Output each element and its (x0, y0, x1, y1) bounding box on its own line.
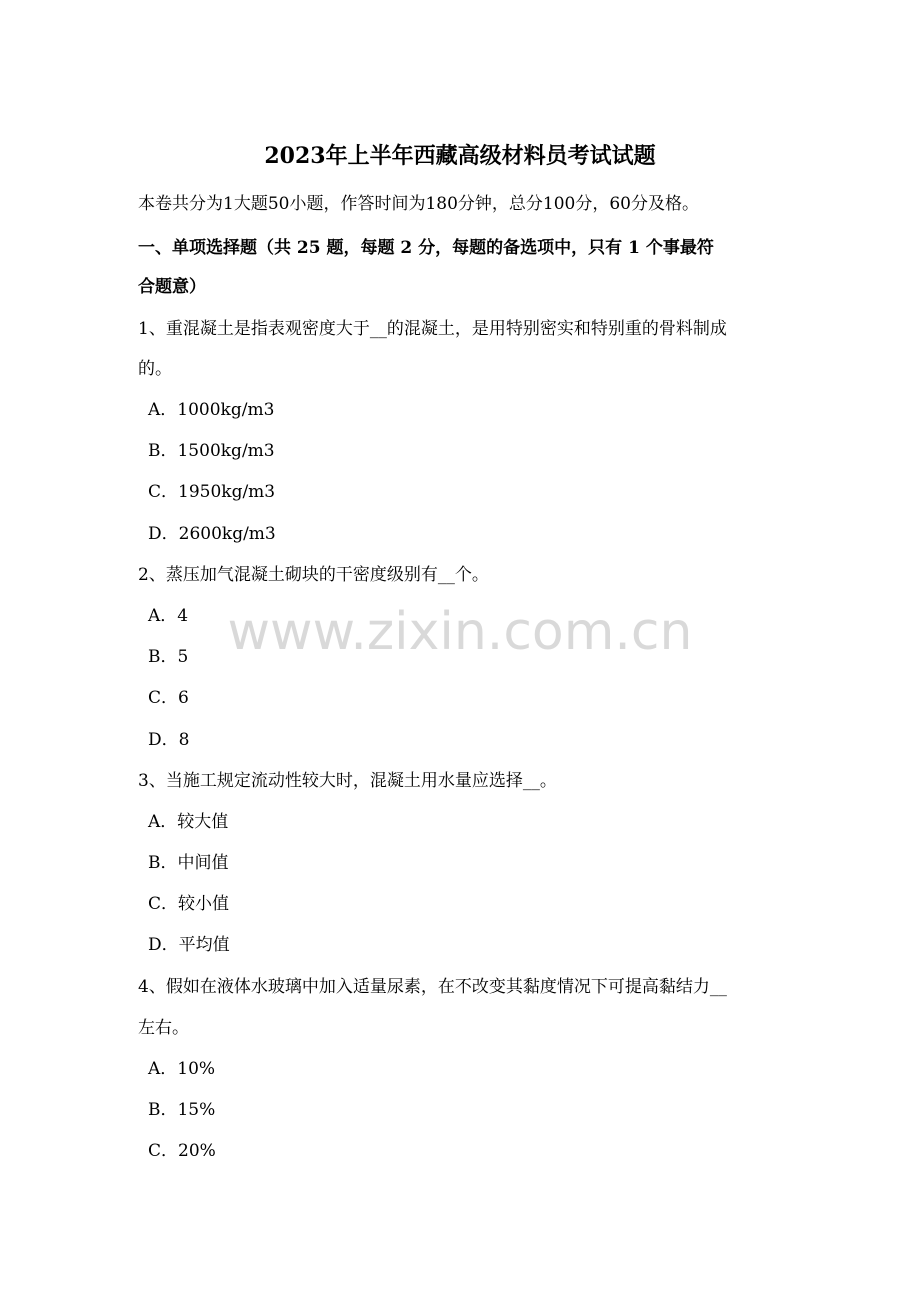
question-1-text: 1、重混凝土是指表观密度大于__的混凝土，是用特别密实和特别重的骨料制成 (138, 319, 727, 339)
question-2-option-a: A．4 (148, 606, 189, 626)
question-1-option-c: C．1950kg/m3 (148, 482, 276, 502)
question-1-option-d: D．2600kg/m3 (148, 524, 276, 544)
question-1-option-a: A．1000kg/m3 (148, 400, 275, 420)
question-2-text: 2、蒸压加气混凝土砌块的干密度级别有__个。 (138, 565, 489, 585)
exam-intro: 本卷共分为1大题50小题，作答时间为180分钟，总分100分，60分及格。 (138, 194, 699, 214)
question-4-option-b: B．15% (148, 1100, 216, 1120)
question-4-text: 4、假如在液体水玻璃中加入适量尿素，在不改变其黏度情况下可提高黏结力__ (138, 977, 727, 997)
question-1-option-b: B．1500kg/m3 (148, 441, 275, 461)
question-3-option-b: B．中间值 (148, 853, 229, 873)
question-3-option-a: A．较大值 (148, 812, 229, 832)
question-1-text-continued: 的。 (138, 359, 172, 379)
question-2-option-b: B．5 (148, 647, 189, 667)
section-heading: 一、单项选择题（共 25 题，每题 2 分，每题的备选项中，只有 1 个事最符 (138, 238, 714, 258)
question-2-option-c: C．6 (148, 688, 189, 708)
question-3-option-c: C．较小值 (148, 894, 230, 914)
question-2-option-d: D．8 (148, 730, 190, 750)
document-title: 2023年上半年西藏高级材料员考试试题 (264, 143, 656, 169)
question-4-option-a: A．10% (148, 1059, 216, 1079)
watermark: www.zixin.com.cn (227, 602, 693, 662)
section-heading-continued: 合题意） (138, 277, 206, 297)
question-4-option-c: C．20% (148, 1141, 216, 1161)
question-3-text: 3、当施工规定流动性较大时，混凝土用水量应选择__。 (138, 771, 557, 791)
question-3-option-d: D．平均值 (148, 935, 230, 955)
question-4-text-continued: 左右。 (138, 1018, 189, 1038)
